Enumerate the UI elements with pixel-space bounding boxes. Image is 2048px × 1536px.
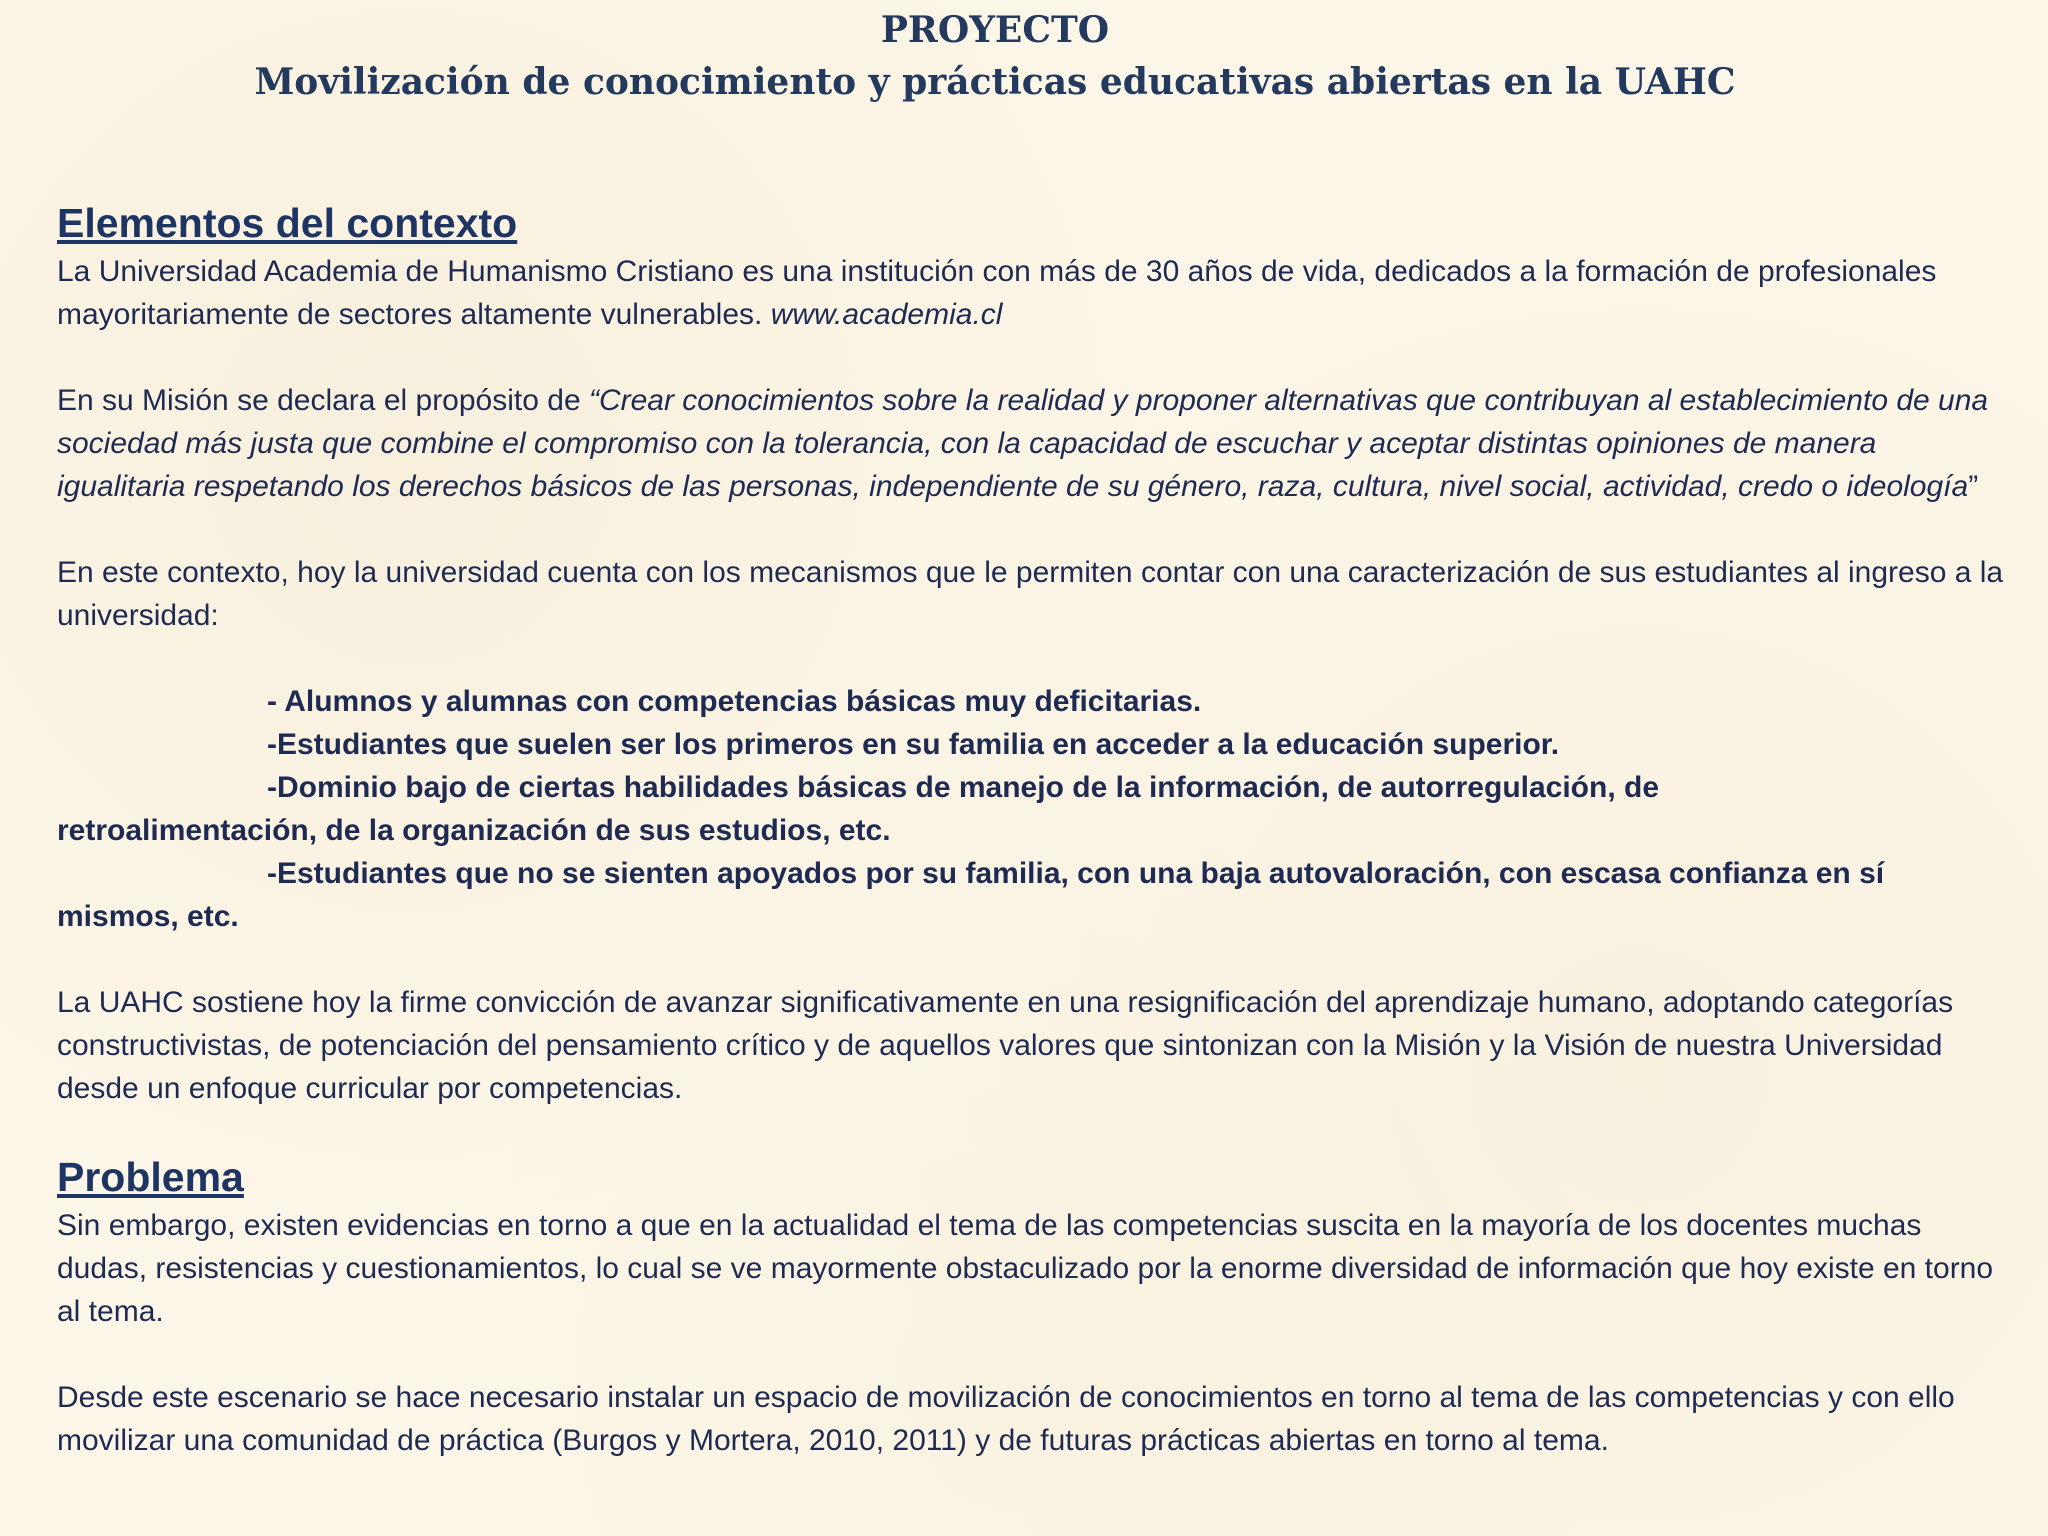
mision-quote-close: ” [1968, 470, 1979, 503]
paragraph-conviccion: La UAHC sostiene hoy la firme convicción de avanzar significativamente en una resignificación del aprendizaje humano, adoptando categorías constructivistas, de potenciación del pensamiento crítico y de aquellos valores que sintonizan con la Misión y la Visión de nuestra Universidad desde un enfoque curricular por competencias. [57, 986, 1954, 1105]
list-item-continuation: mismos, etc. [57, 900, 239, 933]
institution-text: La Universidad Academia de Humanismo Cristiano es una institución con más de 30 años de vida, dedicados a la formación de profesionales mayoritariamente de sectores altamente vulnerables. [57, 255, 1937, 331]
list-item: - Alumnos y alumnas con competencias básicas muy deficitarias. [267, 685, 1202, 718]
paragraph-escenario: Desde este escenario se hace necesario instalar un espacio de movilización de conocimientos en torno al tema de las competencias y con ello movilizar una comunidad de práctica (Burgos y Mortera, 2010, 2011) y de futuras prácticas abiertas en torno al tema. [57, 1381, 1955, 1457]
paragraph-caracterizacion: En este contexto, hoy la universidad cuenta con los mecanismos que le permiten contar con una caracterización de sus estudiantes al ingreso a la universidad: [57, 556, 2004, 632]
page-subtitle: Movilización de conocimiento y prácticas educativas abiertas en la UAHC [254, 61, 1736, 103]
paragraph-institution [57, 250, 2007, 336]
section-heading-contexto: Elementos del contexto [57, 200, 518, 246]
page-header [0, 4, 1990, 108]
section-heading-problema: Problema [57, 1154, 244, 1200]
mision-intro: En su Misión se declara el propósito de [57, 384, 589, 417]
list-item: -Estudiantes que no se sienten apoyados por su familia, con una baja autovaloración, con escasa confianza en sí [267, 857, 1885, 890]
paragraph-mision [57, 379, 2007, 508]
document-body [57, 188, 2007, 1462]
list-item: -Dominio bajo de ciertas habilidades básicas de manejo de la información, de autorregulación, de [267, 771, 1660, 804]
page-title: PROYECTO [880, 9, 1110, 51]
list-item: -Estudiantes que suelen ser los primeros en su familia en acceder a la educación superior. [267, 728, 1560, 761]
mision-quote: “Crear conocimientos sobre la realidad y proponer alternativas que contribuyan al establecimiento de una sociedad más justa que combine el compromiso con la tolerancia, con la capacidad de escuchar y aceptar distintas opiniones de manera igualitaria respetando los derechos básicos de las personas, independiente de su género, raza, cultura, nivel social, actividad, credo o ideología [57, 384, 1989, 503]
paragraph-problema: Sin embargo, existen evidencias en torno a que en la actualidad el tema de las competencias suscita en la mayoría de los docentes muchas dudas, resistencias y cuestionamientos, lo cual se ve mayormente obstaculizado por la enorme diversidad de información que hoy existe en torno al tema. [57, 1209, 1994, 1328]
list-item-continuation: retroalimentación, de la organización de sus estudios, etc. [57, 814, 891, 847]
website-link[interactable]: www.academia.cl [770, 298, 1003, 331]
student-traits-list [57, 680, 2007, 938]
